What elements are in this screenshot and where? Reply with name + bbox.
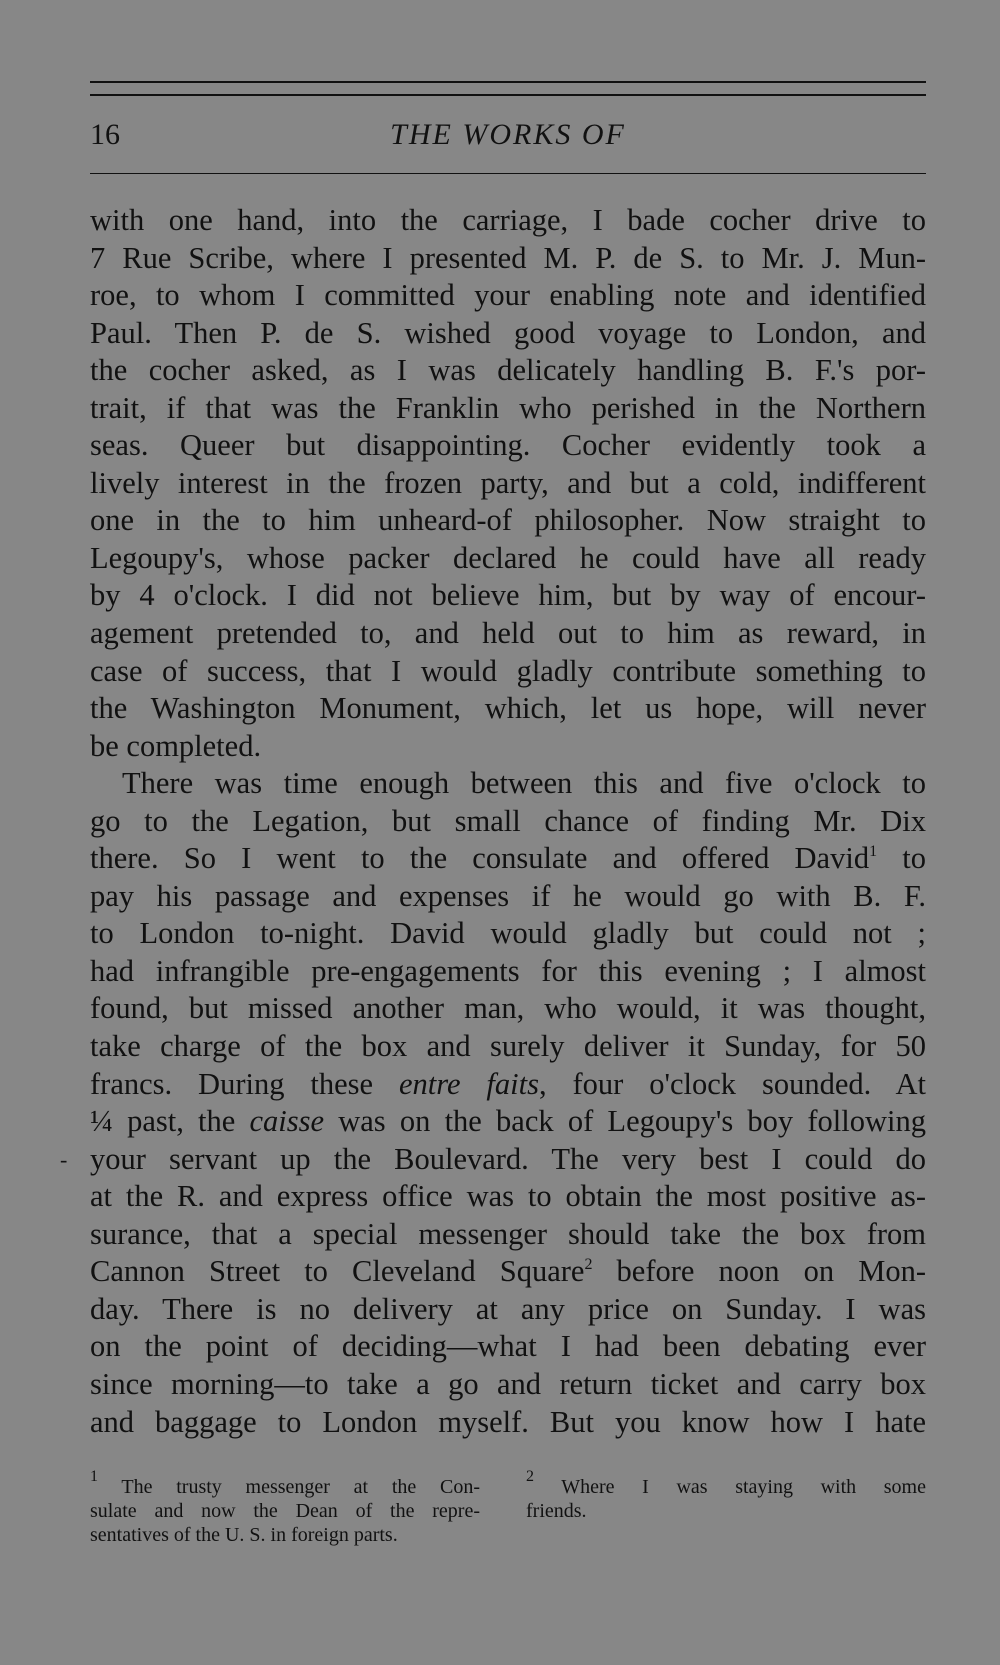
text-line: take charge of the box and surely deliver it Sunday, for 50 [90, 1029, 926, 1064]
text-line: Paul. Then P. de S. wished good voyage to London, and [90, 315, 926, 350]
footnote-line: sulate and now the Dean of the repre- [90, 1500, 480, 1522]
text-segment: there. So I went to the consulate and offered David [90, 841, 870, 876]
footnote-reference: 2 [584, 1256, 593, 1274]
page-number: 16 [90, 118, 120, 151]
body-text [90, 202, 926, 1441]
text-line: trait, if that was the Franklin who perished in the Northern [90, 390, 926, 425]
footnote-marker: 1 [90, 1468, 98, 1485]
text-line: There was time enough between this and five o'clock to [122, 766, 926, 801]
italic-phrase: entre faits [398, 1066, 539, 1101]
text-line: be completed. [90, 728, 262, 763]
text-line: found, but missed another man, who would, it was thought, [90, 991, 926, 1026]
text-line: by 4 o'clock. I did not believe him, but by way of encour- [90, 578, 926, 613]
text-line: lively interest in the frozen party, and but a cold, indifferent [90, 465, 926, 500]
text-line: Legoupy's, whose packer declared he could have all ready [90, 540, 926, 575]
italic-phrase: caisse [249, 1104, 325, 1139]
text-line: roe, to whom I committed your enabling note and identified [90, 278, 926, 313]
text-segment: before noon on Mon- [592, 1254, 927, 1289]
footnote-line: sentatives of the U. S. in foreign parts. [90, 1524, 398, 1546]
text-segment: to [877, 841, 926, 876]
text-line: 7 Rue Scribe, where I presented M. P. de S. to Mr. J. Mun- [90, 240, 926, 275]
top-rule [90, 81, 926, 83]
text-line [90, 1103, 926, 1141]
text-line: and baggage to London myself. But you know how I hate [90, 1404, 926, 1439]
footnote-text: Where I was staying with some [561, 1476, 926, 1498]
text-line: the cocher asked, as I was delicately handling B. F.'s por- [90, 353, 926, 388]
text-line: the Washington Monument, which, let us hope, will never [90, 691, 926, 726]
text-segment: , four o'clock sounded. At [538, 1066, 926, 1101]
margin-mark: - [60, 1147, 68, 1172]
text-line: agement pretended to, and held out to him as reward, in [90, 616, 926, 651]
text-line: had infrangible pre-engagements for this evening ; I almost [90, 953, 926, 988]
running-header [90, 116, 926, 160]
text-line: go to the Legation, but small chance of finding Mr. Dix [90, 803, 926, 838]
text-line [90, 1253, 926, 1291]
header-rule [90, 173, 926, 174]
text-segment: was on the back of Legoupy's boy following [324, 1104, 926, 1139]
text-line: case of success, that I would gladly contribute something to [90, 653, 926, 688]
footnote-2 [526, 1468, 926, 1523]
footnote-text: The trusty messenger at the Con- [121, 1476, 481, 1498]
text-line: to London to-night. David would gladly but could not ; [90, 916, 926, 951]
footnote-reference: 1 [869, 843, 878, 861]
text-line [90, 840, 926, 878]
text-line: surance, that a special messenger should take the box from [90, 1216, 926, 1251]
text-line: seas. Queer but disappointing. Cocher evidently took a [90, 428, 926, 463]
text-line: one in the to him unheard-of philosopher. Now straight to [90, 503, 926, 538]
text-line [90, 1066, 926, 1104]
text-line: on the point of deciding—what I had been debating ever [90, 1329, 926, 1364]
footnote-1 [90, 1468, 481, 1547]
top-rule-inner [90, 94, 926, 96]
footnote-line [90, 1468, 481, 1499]
footnote-marker: 2 [526, 1468, 534, 1485]
text-line: at the R. and express office was to obtain the most positive as- [90, 1179, 926, 1214]
text-line: your servant up the Boulevard. The very best I could do [90, 1141, 926, 1176]
text-segment: ¼ past, the [90, 1104, 250, 1139]
text-segment: francs. During these [90, 1066, 399, 1101]
text-line: day. There is no delivery at any price on Sunday. I was [90, 1291, 926, 1326]
running-title: THE WORKS OF [390, 118, 626, 151]
text-line: with one hand, into the carriage, I bade cocher drive to [90, 203, 926, 237]
footnote-line [526, 1468, 926, 1499]
text-line: pay his passage and expenses if he would go with B. F. [90, 878, 926, 913]
text-line: since morning—to take a go and return ticket and carry box [90, 1366, 926, 1401]
text-segment: Cannon Street to Cleveland Square [90, 1254, 585, 1289]
footnote-line: friends. [526, 1500, 587, 1522]
